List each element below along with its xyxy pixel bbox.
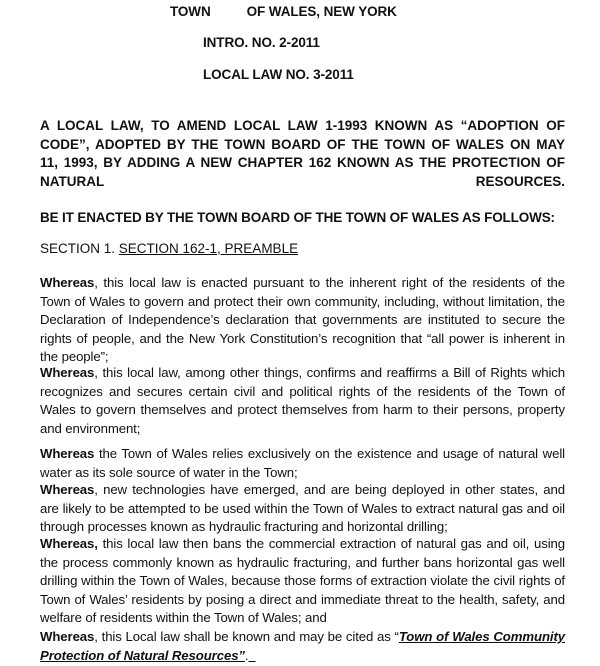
header-town-rest: OF WALES, NEW YORK [246, 4, 397, 19]
whereas-text: , new technologies have emerged, and are being deployed in other states, and are likely to be attempted to be used within the Town of Wales to extract natural gas and oil through processes known as hydraulic fracturing and horizontal drilling; [40, 482, 565, 534]
whereas-text: , this Local law shall be known and may be cited as “ [94, 629, 399, 644]
section-title: SECTION 162-1, PREAMBLE [118, 241, 299, 256]
citation-period: . [244, 647, 249, 663]
law-title: A LOCAL LAW, TO AMEND LOCAL LAW 1-1993 KNOWN AS “ADOPTION OF CODE”, ADOPTED BY THE TOWN BOARD OF THE TOWN OF WALES ON MAY 11, 1993, BY ADDING A NEW CHAPTER 162 KNOWN AS THE PROTECTION OF NATURAL RESOURCES. [40, 118, 565, 189]
trailing-underline [249, 648, 256, 663]
header-local-law-number: LOCAL LAW NO. 3-2011 [203, 67, 354, 82]
whereas-paragraph [40, 274, 565, 367]
whereas-text: , this local law is enacted pursuant to the inherent right of the residents of the Town of Wales to govern and protect their own community, including, without limitation, the Declaration of Independence’s declaration that governments are instituted to secure the rights of people, and the New York Constitution’s recognition that “all power is inherent in the people”; [40, 275, 565, 364]
law-citation-title: Town of Wales Community Protection of Natural Resources” [40, 629, 566, 663]
whereas-paragraph [40, 535, 565, 628]
section-label: SECTION 1. [40, 241, 119, 256]
whereas-lead: Whereas [40, 275, 95, 290]
whereas-text: , this local law, among other things, confirms and reaffirms a Bill of Rights which recognizes and secures certain civil and political rights of the residents of the Town of Wales to govern themselves and protect themselves from harm to their persons, property and environment; [40, 365, 565, 436]
header-intro-number: INTRO. NO. 2-2011 [203, 35, 320, 50]
whereas-lead: Whereas [40, 482, 95, 497]
whereas-paragraph [40, 364, 565, 438]
whereas-lead: Whereas [40, 446, 95, 461]
whereas-paragraph [40, 445, 565, 482]
whereas-lead: Whereas [40, 629, 95, 644]
whereas-lead: Whereas, [40, 536, 98, 551]
whereas-text: the Town of Wales relies exclusively on the existence and usage of natural well water as its sole source of water in the Town; [40, 446, 565, 480]
header-town-word: TOWN [170, 4, 211, 19]
whereas-paragraph [40, 481, 565, 537]
whereas-citation-paragraph [40, 628, 565, 665]
enacting-clause: BE IT ENACTED BY THE TOWN BOARD OF THE TOWN OF WALES AS FOLLOWS: [40, 210, 555, 225]
whereas-lead: Whereas [40, 365, 95, 380]
section-heading [40, 240, 565, 259]
header-town-line [170, 4, 397, 19]
whereas-text: this local law then bans the commercial extraction of natural gas and oil, using the process commonly known as hydraulic fracturing, and further bans horizontal gas well drilling within the Town of Wales, because those forms of extraction violate the civil rights of Town of Wales’ residents by posing a direct and immediate threat to the health, safety, and welfare of residents within the Town of Wales; and [40, 536, 565, 625]
